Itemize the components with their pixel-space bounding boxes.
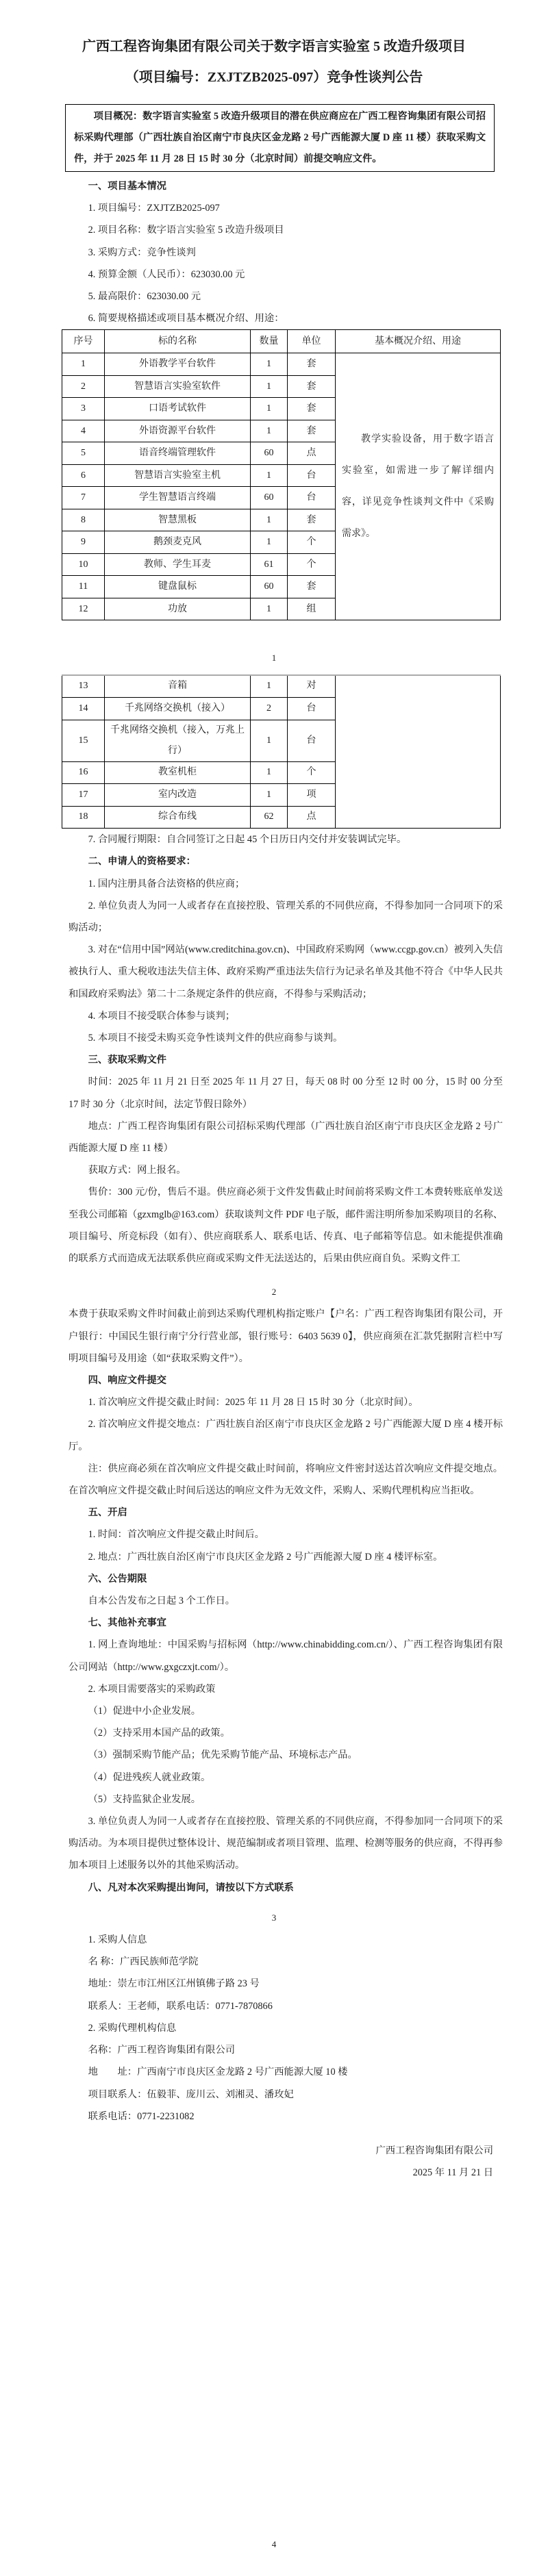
table-row bbox=[62, 675, 501, 698]
paragraph: 4. 预算金额（人民币）：623030.00 元 bbox=[88, 268, 245, 280]
paragraph: 4. 本项目不接受联合体参与谈判； bbox=[88, 1010, 236, 1022]
signature-block bbox=[0, 2140, 493, 2184]
table-cell: 智慧黑板 bbox=[105, 509, 251, 531]
signature-date: 2025 年 11 月 21 日 bbox=[412, 2167, 493, 2179]
table-cell: 4 bbox=[62, 420, 105, 442]
section-contact-info bbox=[68, 1929, 503, 2127]
table-cell: 11 bbox=[62, 576, 105, 598]
table-cell: 综合布线 bbox=[105, 806, 251, 829]
table-cell: 7 bbox=[62, 487, 105, 509]
paragraph: 5. 最高限价：623030.00 元 bbox=[88, 291, 201, 303]
paragraph: 名 称：广西民族师范学院 bbox=[88, 1956, 199, 1968]
section-submission-and-policies bbox=[68, 1303, 503, 1898]
paragraph: （2）支持采用本国产品的政策。 bbox=[88, 1728, 230, 1739]
table-cell: 音箱 bbox=[105, 675, 251, 698]
table-cell: 个 bbox=[288, 531, 336, 554]
table-cell: 套 bbox=[288, 398, 336, 420]
paragraph: 2. 地点：广西壮族自治区南宁市良庆区金龙路 2 号广西能源大厦 D 座 4 楼评标室。 bbox=[88, 1551, 443, 1563]
table-cell: 1 bbox=[251, 375, 288, 398]
table-cell: 5 bbox=[62, 442, 105, 465]
table-cell: 套 bbox=[288, 375, 336, 398]
table-cell: 15 bbox=[62, 720, 105, 761]
document-title-line1: 广西工程咨询集团有限公司关于数字语言实验室 5 改造升级项目 bbox=[82, 39, 466, 54]
paragraph: 3. 单位负责人为同一人或者存在直接控股、管理关系的不同供应商，不得参加同一合同项下的采购活动。为本项目提供过整体设计、规范编制或者项目管理、监理、检测等服务的供应商，不得再参加本项目上述服务以外的其他采购活动。 bbox=[68, 1816, 503, 1871]
table-description-cell: 教学实验设备，用于数字语言实验室，如需进一步了解详细内容，详见竞争性谈判文件中《采购需求》。 bbox=[336, 353, 501, 620]
section-heading: 一、项目基本情况 bbox=[88, 181, 166, 192]
table-cell: 16 bbox=[62, 761, 105, 784]
paragraph: 2. 项目名称：数字语言实验室 5 改造升级项目 bbox=[88, 225, 284, 236]
table-cell: 教师、学生耳麦 bbox=[105, 553, 251, 576]
paragraph: 地 址：广西南宁市良庆区金龙路 2 号广西能源大厦 10 楼 bbox=[88, 2067, 348, 2078]
table-cell: 智慧语言实验室主机 bbox=[105, 464, 251, 487]
table-cell: 个 bbox=[288, 761, 336, 784]
table-row bbox=[62, 353, 501, 376]
items-table-part2 bbox=[62, 674, 501, 829]
paragraph: 项目联系人：伍毅菲、庞川云、刘湘灵、潘玫妃 bbox=[88, 2088, 294, 2100]
table-cell: 1 bbox=[251, 398, 288, 420]
table-cell: 1 bbox=[251, 598, 288, 620]
table-cell: 8 bbox=[62, 509, 105, 531]
paragraph: 1. 项目编号：ZXJTZB2025-097 bbox=[88, 203, 220, 214]
section-heading: 八、凡对本次采购提出询问，请按以下方式联系 bbox=[88, 1882, 294, 1893]
paragraph: 时间：2025 年 11 月 21 日至 2025 年 11 月 27 日，每天 08 时 00 分至 12 时 00 分，15 时 00 分至 17 时 30 分（北京时间，法定节假日除外） bbox=[68, 1076, 503, 1110]
table-cell: 3 bbox=[62, 398, 105, 420]
table-cell: 12 bbox=[62, 598, 105, 620]
table-cell: 61 bbox=[251, 553, 288, 576]
page-number-4: 4 bbox=[271, 2539, 277, 2550]
paragraph: 地址：崇左市江州区江州镇佛子路 23 号 bbox=[88, 1978, 260, 1990]
col-header-item-name: 标的名称 bbox=[105, 330, 251, 353]
section-heading: 六、公告期限 bbox=[88, 1573, 147, 1584]
paragraph: 联系电话：0771-2231082 bbox=[88, 2110, 195, 2122]
table-cell: 套 bbox=[288, 353, 336, 376]
paragraph: 1. 时间：首次响应文件提交截止时间后。 bbox=[88, 1529, 264, 1541]
table-cell: 点 bbox=[288, 806, 336, 829]
page-number-3: 3 bbox=[271, 1912, 277, 1923]
table-cell: 千兆网络交换机（接入，万兆上行） bbox=[105, 720, 251, 761]
paragraph: 2. 本项目需要落实的采购政策 bbox=[88, 1683, 216, 1695]
section-heading: 三、获取采购文件 bbox=[88, 1055, 166, 1066]
table-cell: 13 bbox=[62, 675, 105, 698]
paragraph: 名称：广西工程咨询集团有限公司 bbox=[88, 2045, 236, 2056]
paragraph: 7. 合同履行期限：自合同签订之日起 45 个日历日内交付并安装调试完毕。 bbox=[88, 834, 407, 846]
table-cell: 10 bbox=[62, 553, 105, 576]
table-cell: 外语资源平台软件 bbox=[105, 420, 251, 442]
table-cell: 1 bbox=[251, 675, 288, 698]
table-cell: 1 bbox=[251, 509, 288, 531]
table-cell: 套 bbox=[288, 509, 336, 531]
table-cell: 17 bbox=[62, 784, 105, 807]
table-cell: 台 bbox=[288, 720, 336, 761]
paragraph: 1. 网上查询地址：中国采购与招标网（http://www.chinabidding.com.cn/）、广西工程咨询集团有限公司网站（http://www.gxgczxjt.com/）。 bbox=[68, 1639, 503, 1673]
table-cell: 62 bbox=[251, 806, 288, 829]
project-overview-box: 项目概况：数字语言实验室 5 改造升级项目的潜在供应商应在广西工程咨询集团有限公司招标采购代理部（广西壮族自治区南宁市良庆区金龙路 2 号广西能源大厦 D 座 11 楼）获取采购文件，并于 2025 年 11 月 28 日 15 时 30 分（北京时间）前提交响应文件。 bbox=[65, 104, 495, 172]
paragraph: 联系人：王老师，联系电话：0771-7870866 bbox=[88, 2000, 273, 2012]
signature-company: 广西工程咨询集团有限公司 bbox=[375, 2145, 493, 2156]
paragraph: （3）强制采购节能产品；优先采购节能产品、环境标志产品。 bbox=[88, 1750, 358, 1761]
table-cell: 9 bbox=[62, 531, 105, 554]
table-cell: 1 bbox=[251, 761, 288, 784]
items-table-part1 bbox=[62, 329, 501, 620]
section-heading: 二、申请人的资格要求： bbox=[88, 856, 196, 868]
paragraph: 1. 国内注册具备合法资格的供应商； bbox=[88, 878, 245, 889]
table-cell: 1 bbox=[251, 464, 288, 487]
paragraph: 3. 对在“信用中国”网站(www.creditchina.gov.cn)、中国政府采购网（www.ccgp.gov.cn）被列入失信被执行人、重大税收违法失信主体、政府采购严重违法失信行为记录名单及其他不符合《中华人民共和国政府采购法》第二十二条规定条件的供应商，不得参与采购活动； bbox=[68, 944, 503, 1000]
table-cell: 智慧语言实验室软件 bbox=[105, 375, 251, 398]
table-cell: 台 bbox=[288, 464, 336, 487]
table-cell: 18 bbox=[62, 806, 105, 829]
col-header-description: 基本概况介绍、用途 bbox=[336, 330, 501, 353]
table-cell: 1 bbox=[251, 720, 288, 761]
section-heading: 五、开启 bbox=[88, 1507, 127, 1519]
section-requirements-and-documents bbox=[68, 829, 503, 1270]
table-cell: 台 bbox=[288, 487, 336, 509]
table-cell: 60 bbox=[251, 487, 288, 509]
section-heading: 七、其他补充事宜 bbox=[88, 1617, 166, 1629]
table-cell: 2 bbox=[251, 698, 288, 720]
table-cell: 口语考试软件 bbox=[105, 398, 251, 420]
table-cell: 语音终端管理软件 bbox=[105, 442, 251, 465]
paragraph: 1. 采购人信息 bbox=[88, 1934, 147, 1946]
paragraph: 自本公告发布之日起 3 个工作日。 bbox=[88, 1595, 236, 1607]
table-cell: 千兆网络交换机（接入） bbox=[105, 698, 251, 720]
table-cell: 台 bbox=[288, 698, 336, 720]
table-header-row bbox=[62, 330, 501, 353]
paragraph: （1）促进中小企业发展。 bbox=[88, 1706, 201, 1717]
table-cell: 60 bbox=[251, 442, 288, 465]
table-cell: 学生智慧语言终端 bbox=[105, 487, 251, 509]
table-cell: 2 bbox=[62, 375, 105, 398]
col-header-quantity: 数量 bbox=[251, 330, 288, 353]
paragraph: 6. 简要规格描述或项目基本概况介绍、用途： bbox=[88, 313, 284, 325]
page-number-2: 2 bbox=[271, 1287, 277, 1298]
paragraph: 地点：广西工程咨询集团有限公司招标采购代理部（广西壮族自治区南宁市良庆区金龙路 2 号广西能源大厦 D 座 11 楼） bbox=[68, 1120, 503, 1154]
table-description-cell bbox=[336, 675, 501, 829]
table-cell: 个 bbox=[288, 553, 336, 576]
table-cell: 套 bbox=[288, 576, 336, 598]
table-cell: 1 bbox=[251, 531, 288, 554]
table-cell: 对 bbox=[288, 675, 336, 698]
page-number-1: 1 bbox=[271, 653, 277, 664]
paragraph: （5）支持监狱企业发展。 bbox=[88, 1793, 201, 1805]
table-cell: 功放 bbox=[105, 598, 251, 620]
paragraph: 1. 首次响应文件提交截止时间：2025 年 11 月 28 日 15 时 30 分（北京时间）。 bbox=[88, 1397, 419, 1409]
table-cell: 6 bbox=[62, 464, 105, 487]
table-cell: 外语教学平台软件 bbox=[105, 353, 251, 376]
table-cell: 鹅颈麦克风 bbox=[105, 531, 251, 554]
table-cell: 1 bbox=[251, 353, 288, 376]
document-title-line2: （项目编号：ZXJTZB2025-097）竞争性谈判公告 bbox=[125, 70, 423, 85]
paragraph: 3. 采购方式：竞争性谈判 bbox=[88, 247, 196, 258]
section-heading: 四、响应文件提交 bbox=[88, 1375, 166, 1386]
table-cell: 60 bbox=[251, 576, 288, 598]
paragraph: 2. 首次响应文件提交地点：广西壮族自治区南宁市良庆区金龙路 2 号广西能源大厦 D 座 4 楼开标厅。 bbox=[68, 1419, 503, 1452]
table-cell: 1 bbox=[251, 420, 288, 442]
table-cell: 1 bbox=[62, 353, 105, 376]
paragraph: 本费于获取采购文件时间截止前到达采购代理机构指定账户【户名：广西工程咨询集团有限公司，开户银行：中国民生银行南宁分行营业部，银行账号：6403 5639 0】，供应商须在汇款凭据附言栏中写明项目编号及用途（如“获取采购文件”）。 bbox=[68, 1309, 503, 1364]
table-cell: 组 bbox=[288, 598, 336, 620]
table-cell: 键盘鼠标 bbox=[105, 576, 251, 598]
paragraph: （4）促进残疾人就业政策。 bbox=[88, 1771, 211, 1783]
table-cell: 室内改造 bbox=[105, 784, 251, 807]
table-cell: 1 bbox=[251, 784, 288, 807]
document-title bbox=[0, 0, 548, 93]
section-project-basic-info bbox=[68, 175, 503, 329]
table-cell: 点 bbox=[288, 442, 336, 465]
table-cell: 教室机柜 bbox=[105, 761, 251, 784]
col-header-index: 序号 bbox=[62, 330, 105, 353]
paragraph: 2. 单位负责人为同一人或者存在直接控股、管理关系的不同供应商，不得参加同一合同项下的采购活动； bbox=[68, 900, 503, 933]
paragraph: 售价：300 元/份，售后不退。供应商必须于文件发售截止时间前将采购文件工本费转账底单发送至我公司邮箱（gzxmglb@163.com）获取谈判文件 PDF 电子版，邮件需注明所参加采购项目的名称、项目编号、所竞标段（如有）、供应商联系人、联系电话、传真、电子邮箱等信息。如未能提供准确的联系方式而造成无法联系供应商或采购文件无法送达的，后果由供应商自负。采购文件工 bbox=[68, 1187, 503, 1264]
table-cell: 14 bbox=[62, 698, 105, 720]
table-cell: 套 bbox=[288, 420, 336, 442]
paragraph: 注：供应商必须在首次响应文件提交截止时间前，将响应文件密封送达首次响应文件提交地点。在首次响应文件提交截止时间后送达的响应文件为无效文件，采购人、采购代理机构应当拒收。 bbox=[68, 1463, 503, 1497]
paragraph: 2. 采购代理机构信息 bbox=[88, 2022, 177, 2034]
col-header-unit: 单位 bbox=[288, 330, 336, 353]
paragraph: 获取方式：网上报名。 bbox=[88, 1165, 186, 1176]
table-cell: 项 bbox=[288, 784, 336, 807]
paragraph: 5. 本项目不接受未购买竞争性谈判文件的供应商参与谈判。 bbox=[88, 1032, 343, 1044]
